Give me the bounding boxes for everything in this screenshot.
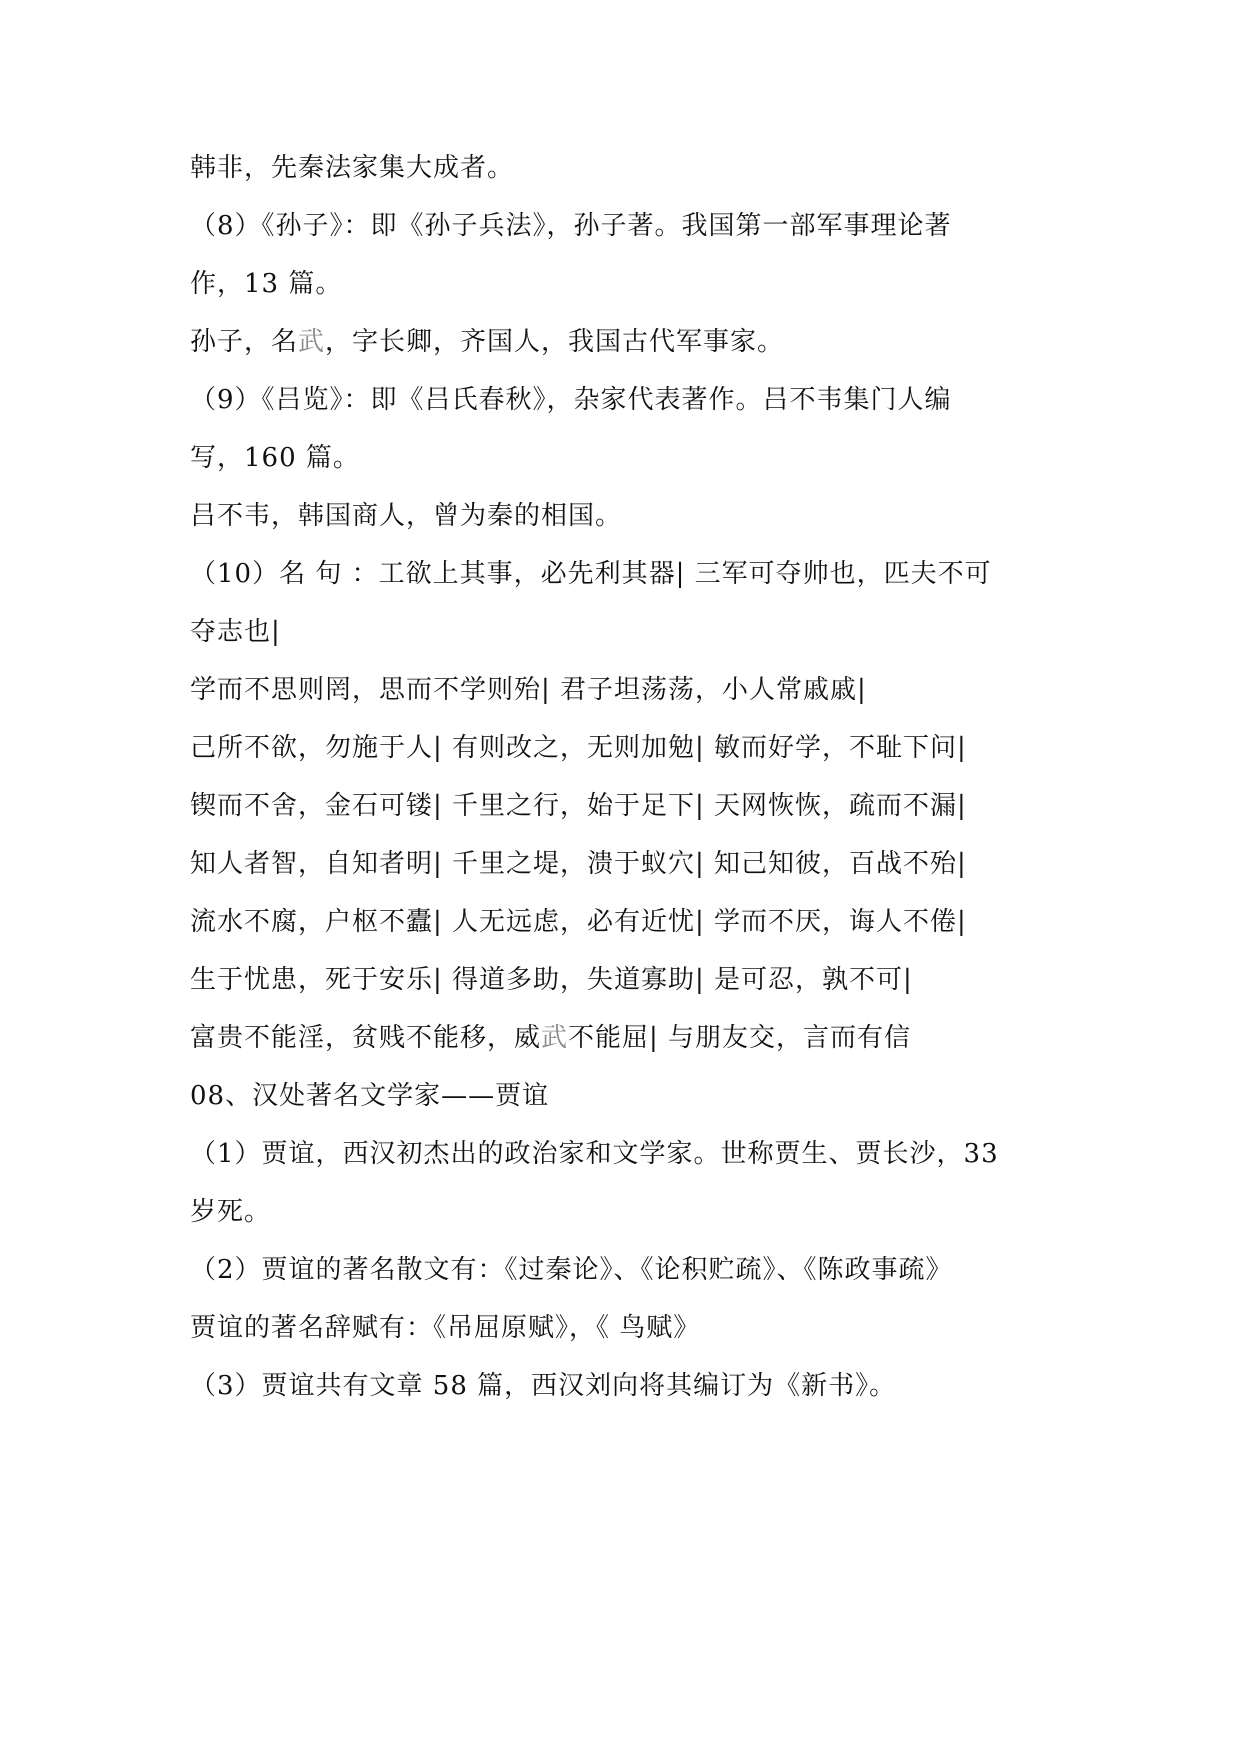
text-line: （10）名 句 ：工欲上其事，必先利其器| 三军可夺帅也，匹夫不可 [190,559,992,589]
text-line: 作，13 篇。 [190,269,343,299]
text-line: 学而不思则罔，思而不学则殆| 君子坦荡荡，小人常戚戚| [190,675,867,705]
text-line: （8）《孙子》：即《孙子兵法》，孙子著。我国第一部军事理论著 [190,211,952,241]
text-line: 锲而不舍，金石可镂| 千里之行，始于足下| 天网恢恢，疏而不漏| [190,791,967,821]
text-line: 岁死。 [190,1197,272,1227]
text-line: （3）贾谊共有文章 58 篇，西汉刘向将其编订为《新书》。 [190,1371,897,1401]
text-line: （9）《吕览》：即《吕氏春秋》，杂家代表著作。吕不韦集门人编 [190,385,952,415]
text-line: 富贵不能淫，贫贱不能移，威武不能屈| 与朋友交，言而有信 [190,1023,912,1053]
text-line: 孙子，名武，字长卿，齐国人，我国古代军事家。 [190,327,785,357]
text-line: 贾谊的著名辞赋有：《吊屈原赋》，《 鸟赋》 [190,1313,701,1343]
text-line: 生于忧患，死于安乐| 得道多助，失道寡助| 是可忍，孰不可| [190,965,913,995]
text-line: （1）贾谊，西汉初杰出的政治家和文学家。世称贾生、贾长沙，33 [190,1139,999,1169]
text-line: 吕不韦，韩国商人，曾为秦的相国。 [190,501,623,531]
text-line: 写，160 篇。 [190,443,360,473]
text-line: 知人者智，自知者明| 千里之堤，溃于蚁穴| 知己知彼，百战不殆| [190,849,967,879]
text-line: 流水不腐，户枢不蠹| 人无远虑，必有近忧| 学而不厌，诲人不倦| [190,907,967,937]
faded-character: 武 [298,327,326,357]
text-line: （2）贾谊的著名散文有：《过秦论》、《论积贮疏》、《陈政事疏》 [190,1255,953,1285]
faded-character: 武 [541,1023,569,1053]
section-heading: 08、汉处著名文学家——贾谊 [190,1081,550,1111]
text-line: 夺志也| [190,617,281,647]
text-line: 韩非，先秦法家集大成者。 [190,153,515,183]
text-line: 己所不欲，勿施于人| 有则改之，无则加勉| 敏而好学，不耻下问| [190,733,967,763]
